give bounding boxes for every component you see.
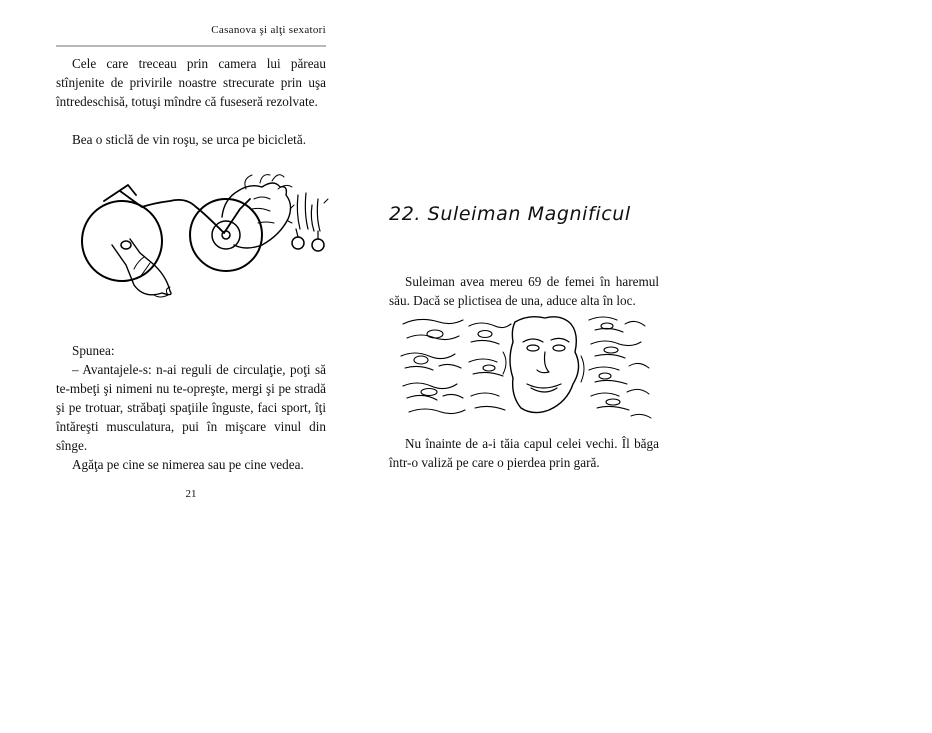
faces-sketch-icon [399, 312, 654, 424]
running-head: Casanova şi alţi sexatori [211, 24, 326, 36]
bicycle-sketch-icon [74, 165, 334, 305]
page-number: 21 [185, 488, 197, 500]
paragraph: – Avantajele-s: n-ai reguli de circulaţie, poţi să te-mbeţi şi nimeni nu te-opreşte, mergi şi pe stradă şi pe trotuar, străbaţi spaţiile înguste, faci sport, îţi întăreşti musculatura, pui în mişcare vinul din sînge. [56, 362, 326, 453]
paragraph: Bea o sticlă de vin roşu, se urca pe bicicletă. [72, 132, 306, 147]
chapter-title: 22. Suleiman Magnificul [389, 203, 631, 225]
paragraph: Cele care treceau prin camera lui păreau stînjenite de privirile noastre strecurate prin uşa întredeschisă, totuşi mîndre că fuseseră rezolvate. [56, 56, 326, 109]
header-rule [56, 45, 326, 47]
paragraph: Suleiman avea mereu 69 de femei în haremul său. Dacă se plictisea de una, aduce alta în loc. [389, 274, 659, 308]
paragraph: Nu înainte de a-i tăia capul celei vechi. Îl băga într-o valiză pe care o pierdea prin gară. [389, 436, 659, 470]
paragraph: Agăţa pe cine se nimerea sau pe cine vedea. [72, 457, 304, 472]
paragraph: Spunea: [72, 343, 115, 358]
